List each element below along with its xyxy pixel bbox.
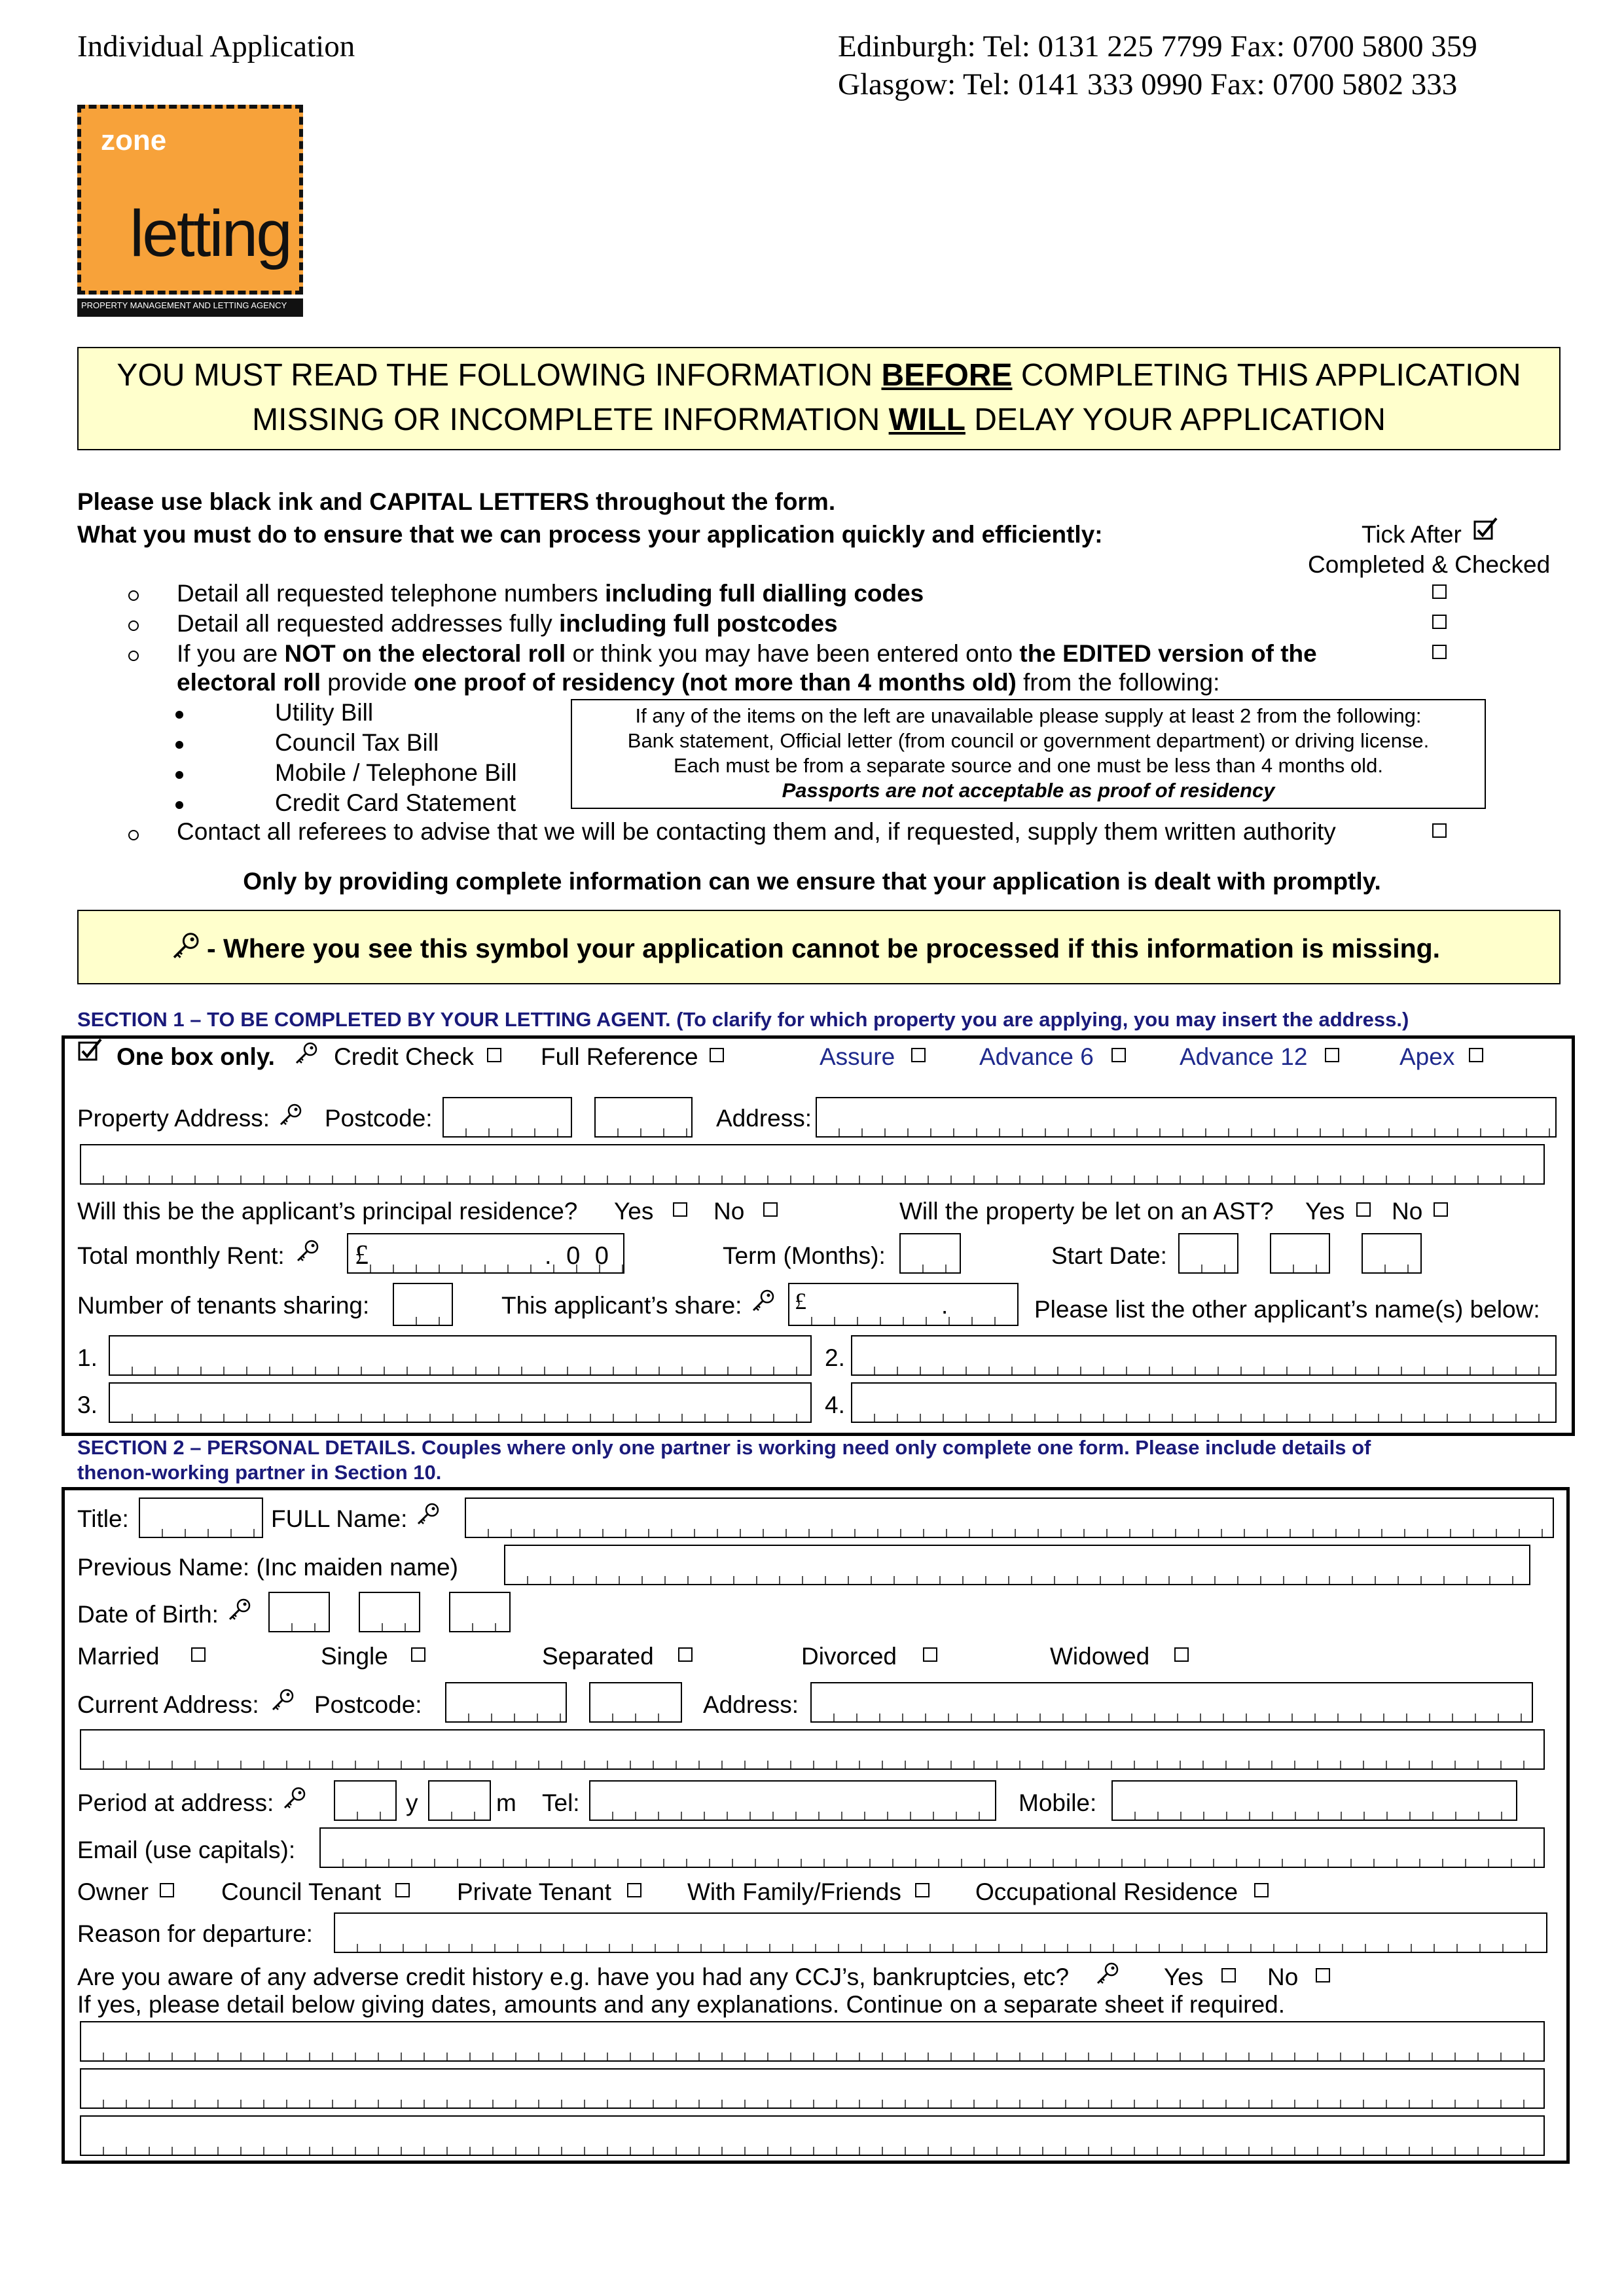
telephone-field[interactable]: [589, 1780, 996, 1821]
tenure-owner-label: Owner: [77, 1878, 149, 1905]
tick-box-icon: [77, 1037, 103, 1063]
credit-detail-line3-field[interactable]: [80, 2115, 1545, 2156]
credit-detail-line2-field[interactable]: [80, 2068, 1545, 2109]
status-married-checkbox[interactable]: [191, 1647, 206, 1662]
credit-yes-checkbox[interactable]: [1221, 1968, 1236, 1982]
glasgow-contact: Glasgow: Tel: 0141 333 0990 Fax: 0700 5802 333: [838, 67, 1458, 101]
ast-yes-label: Yes: [1305, 1198, 1345, 1225]
credit-detail-instruction: If yes, please detail below giving dates, amounts and any explanations. Continue on a separate sheet if required.: [77, 1991, 1286, 2018]
monthly-rent-label: Total monthly Rent:: [77, 1242, 285, 1269]
applicant-number-1: 1.: [77, 1344, 98, 1371]
property-address-line2-field[interactable]: [80, 1144, 1545, 1185]
term-months-label: Term (Months):: [723, 1242, 886, 1269]
option-full-reference-checkbox[interactable]: [710, 1048, 724, 1062]
option-apex-label: Apex: [1399, 1043, 1455, 1070]
ast-question: Will the property be let on an AST?: [899, 1198, 1274, 1225]
current-postcode-label: Postcode:: [314, 1691, 422, 1718]
key-icon: [278, 1102, 304, 1128]
tenure-council-checkbox[interactable]: [395, 1883, 410, 1897]
instruction-item-electoral: If you are NOT on the electoral roll or think you may have been entered onto the EDITED version of the: [177, 640, 1317, 667]
tick-after-label: Tick After: [1362, 521, 1462, 548]
logo-tagline: PROPERTY MANAGEMENT AND LETTING AGENCY: [81, 300, 287, 310]
property-address-label: Property Address:: [77, 1105, 270, 1132]
property-postcode-part2-field[interactable]: [594, 1097, 693, 1138]
checkbox-electoral[interactable]: [1432, 645, 1447, 659]
current-address-line1-field[interactable]: [810, 1682, 1533, 1723]
credit-no-checkbox[interactable]: [1316, 1968, 1330, 1982]
tenure-private-label: Private Tenant: [457, 1878, 611, 1905]
section2-frame: [62, 1487, 1570, 2164]
option-advance6-checkbox[interactable]: [1111, 1048, 1126, 1062]
property-address-field-label: Address:: [716, 1105, 812, 1132]
logo-tagline-bar: [77, 298, 303, 317]
option-advance12-label: Advance 12: [1180, 1043, 1308, 1070]
note-line-1: If any of the items on the left are unavailable please supply at least 2 from the following:: [635, 704, 1422, 727]
title-label: Title:: [77, 1505, 129, 1532]
one-box-only-label: One box only.: [117, 1043, 275, 1070]
property-postcode-label: Postcode:: [325, 1105, 433, 1132]
bullet-icon: [175, 711, 183, 719]
proof-utility-bill: Utility Bill: [275, 699, 374, 726]
period-months-field[interactable]: [428, 1780, 491, 1821]
tenants-sharing-label: Number of tenants sharing:: [77, 1292, 370, 1319]
email-label: Email (use capitals):: [77, 1837, 296, 1863]
status-divorced-label: Divorced: [801, 1643, 897, 1670]
warning-box: [77, 347, 1561, 450]
other-applicant-1-field[interactable]: [109, 1335, 812, 1376]
section1-frame: [62, 1035, 1575, 1436]
section2-heading-line2: thenon-working partner in Section 10.: [77, 1461, 442, 1484]
rent-decimal-zeros: . 0 0: [545, 1242, 613, 1270]
option-advance12-checkbox[interactable]: [1325, 1048, 1339, 1062]
other-applicant-2-field[interactable]: [851, 1335, 1557, 1376]
list-marker-icon: [128, 590, 139, 601]
telephone-label: Tel:: [542, 1789, 580, 1816]
key-icon: [281, 1785, 308, 1812]
mobile-field[interactable]: [1111, 1780, 1517, 1821]
status-divorced-checkbox[interactable]: [923, 1647, 937, 1662]
option-assure-label: Assure: [820, 1043, 895, 1070]
period-at-address-label: Period at address:: [77, 1789, 274, 1816]
option-apex-checkbox[interactable]: [1469, 1048, 1483, 1062]
bullet-icon: [175, 741, 183, 749]
previous-name-label: Previous Name: (Inc maiden name): [77, 1554, 458, 1581]
checkbox-address[interactable]: [1432, 615, 1447, 629]
warning-line-1: YOU MUST READ THE FOLLOWING INFORMATION BEFORE COMPLETING THIS APPLICATION: [117, 358, 1521, 393]
zone-letting-logo: [77, 105, 303, 321]
status-widowed-label: Widowed: [1050, 1643, 1150, 1670]
current-address-label: Current Address:: [77, 1691, 259, 1718]
tenure-family-label: With Family/Friends: [687, 1878, 901, 1905]
date-of-birth-label: Date of Birth:: [77, 1601, 219, 1628]
pound-sign: £: [795, 1288, 806, 1314]
status-separated-label: Separated: [542, 1643, 654, 1670]
dob-day-field[interactable]: [268, 1592, 330, 1632]
status-single-checkbox[interactable]: [411, 1647, 425, 1662]
applicant-share-field[interactable]: [788, 1283, 1019, 1326]
email-field[interactable]: [319, 1827, 1545, 1868]
only-by-notice: Only by providing complete information can we ensure that your application is dealt with promptly.: [243, 868, 1381, 895]
term-months-field[interactable]: [899, 1233, 961, 1274]
principal-yes-checkbox[interactable]: [673, 1202, 687, 1217]
document-title: Individual Application: [77, 29, 355, 63]
full-name-field[interactable]: [465, 1498, 1554, 1538]
property-address-line1-field[interactable]: [816, 1097, 1557, 1138]
list-other-applicants-label: Please list the other applicant’s name(s) below:: [1034, 1296, 1540, 1323]
tenure-private-checkbox[interactable]: [627, 1883, 641, 1897]
key-icon: [415, 1501, 441, 1528]
bullet-icon: [175, 771, 183, 779]
key-icon: [170, 931, 202, 962]
list-marker-icon: [128, 651, 139, 661]
reason-departure-field[interactable]: [334, 1912, 1547, 1953]
start-date-day-field[interactable]: [1178, 1233, 1238, 1274]
principal-residence-question: Will this be the applicant’s principal residence?: [77, 1198, 578, 1225]
instruction-process: What you must do to ensure that we can process your application quickly and efficiently:: [77, 521, 1103, 548]
edinburgh-contact: Edinburgh: Tel: 0131 225 7799 Fax: 0700 5800 359: [838, 29, 1477, 63]
note-line-2: Bank statement, Official letter (from council or government department) or driving license.: [627, 729, 1430, 752]
proof-council-tax-bill: Council Tax Bill: [275, 729, 439, 756]
tenure-occupational-checkbox[interactable]: [1254, 1883, 1269, 1897]
months-unit: m: [496, 1789, 516, 1816]
ast-yes-checkbox[interactable]: [1356, 1202, 1371, 1217]
tenure-family-checkbox[interactable]: [915, 1883, 929, 1897]
credit-detail-line1-field[interactable]: [80, 2021, 1545, 2062]
warning-line-2: MISSING OR INCOMPLETE INFORMATION WILL DELAY YOUR APPLICATION: [252, 403, 1386, 437]
start-date-label: Start Date:: [1051, 1242, 1167, 1269]
status-married-label: Married: [77, 1643, 160, 1670]
reason-departure-label: Reason for departure:: [77, 1920, 313, 1947]
other-applicant-3-field[interactable]: [109, 1382, 812, 1423]
current-postcode-part1-field[interactable]: [445, 1682, 567, 1723]
applicant-number-4: 4.: [825, 1391, 845, 1418]
principal-no-label: No: [713, 1198, 745, 1225]
key-symbol-notice: [77, 910, 1561, 984]
key-symbol-text: - Where you see this symbol your application cannot be processed if this information is missing.: [207, 933, 1441, 963]
monthly-rent-field[interactable]: [347, 1233, 624, 1274]
full-name-label: FULL Name:: [271, 1505, 408, 1532]
option-credit-check-checkbox[interactable]: [487, 1048, 501, 1062]
key-icon: [226, 1597, 253, 1623]
section2-heading-line1: SECTION 2 – PERSONAL DETAILS. Couples where only one partner is working need only complete one form. Please include details of: [77, 1436, 1371, 1459]
key-icon: [1094, 1961, 1121, 1987]
period-years-field[interactable]: [334, 1780, 397, 1821]
current-address-line2-field[interactable]: [80, 1729, 1545, 1770]
tenants-sharing-field[interactable]: [393, 1283, 453, 1326]
status-widowed-checkbox[interactable]: [1174, 1647, 1189, 1662]
note-line-3: Each must be from a separate source and one must be less than 4 months old.: [674, 754, 1383, 777]
alternative-proof-note: [571, 699, 1486, 809]
checkbox-phone[interactable]: [1432, 584, 1447, 599]
applicant-number-3: 3.: [77, 1391, 98, 1418]
note-line-4: Passports are not acceptable as proof of residency: [782, 779, 1275, 802]
current-address-field-label: Address:: [703, 1691, 799, 1718]
list-marker-icon: [128, 620, 139, 631]
instruction-item-electoral-cont: electoral roll provide one proof of residency (not more than 4 months old) from the following:: [177, 669, 1220, 696]
applicant-number-2: 2.: [825, 1344, 845, 1371]
property-postcode-part1-field[interactable]: [442, 1097, 572, 1138]
logo-word-letting: letting: [130, 197, 291, 270]
title-field[interactable]: [139, 1498, 263, 1538]
share-decimal-point: .: [941, 1292, 948, 1319]
principal-no-checkbox[interactable]: [763, 1202, 778, 1217]
dob-month-field[interactable]: [359, 1592, 420, 1632]
proof-telephone-bill: Mobile / Telephone Bill: [275, 759, 517, 786]
bullet-icon: [175, 801, 183, 809]
key-icon: [295, 1238, 321, 1265]
mobile-label: Mobile:: [1019, 1789, 1097, 1816]
dob-year-field[interactable]: [449, 1592, 511, 1632]
option-full-reference-label: Full Reference: [541, 1043, 698, 1070]
instruction-item-phone: Detail all requested telephone numbers including full dialling codes: [177, 580, 924, 607]
start-date-year-field[interactable]: [1362, 1233, 1422, 1274]
instruction-ink: Please use black ink and CAPITAL LETTERS throughout the form.: [77, 488, 836, 515]
years-unit: y: [406, 1789, 418, 1816]
option-credit-check-label: Credit Check: [334, 1043, 474, 1070]
credit-history-question: Are you aware of any adverse credit history e.g. have you had any CCJ’s, bankruptcies, etc?: [77, 1964, 1070, 1990]
credit-yes-label: Yes: [1164, 1964, 1204, 1990]
key-icon: [750, 1288, 776, 1314]
ast-no-label: No: [1392, 1198, 1423, 1225]
status-single-label: Single: [321, 1643, 388, 1670]
tenure-owner-checkbox[interactable]: [160, 1883, 174, 1897]
instruction-item-referees: Contact all referees to advise that we will be contacting them and, if requested, supply them written authority: [177, 818, 1336, 845]
start-date-month-field[interactable]: [1270, 1233, 1330, 1274]
key-icon: [293, 1041, 319, 1067]
tenure-occupational-label: Occupational Residence: [975, 1878, 1238, 1905]
principal-yes-label: Yes: [614, 1198, 654, 1225]
proof-credit-card: Credit Card Statement: [275, 789, 516, 816]
status-separated-checkbox[interactable]: [678, 1647, 693, 1662]
key-icon: [270, 1687, 296, 1713]
checkbox-referees[interactable]: [1432, 823, 1447, 838]
previous-name-field[interactable]: [504, 1545, 1530, 1585]
pound-sign: £: [355, 1240, 369, 1270]
other-applicant-4-field[interactable]: [851, 1382, 1557, 1423]
section1-heading: SECTION 1 – TO BE COMPLETED BY YOUR LETTING AGENT. (To clarify for which property you are applying, you may insert the address.): [77, 1008, 1409, 1031]
completed-checked-label: Completed & Checked: [1308, 551, 1551, 578]
option-advance6-label: Advance 6: [979, 1043, 1094, 1070]
current-postcode-part2-field[interactable]: [589, 1682, 682, 1723]
logo-word-zone: zone: [101, 124, 167, 156]
list-marker-icon: [128, 830, 139, 840]
instruction-item-address: Detail all requested addresses fully including full postcodes: [177, 610, 838, 637]
credit-no-label: No: [1267, 1964, 1299, 1990]
applicant-share-label: This applicant’s share:: [501, 1292, 742, 1319]
ast-no-checkbox[interactable]: [1434, 1202, 1448, 1217]
tick-box-icon: [1473, 516, 1499, 542]
option-assure-checkbox[interactable]: [911, 1048, 926, 1062]
tenure-council-label: Council Tenant: [221, 1878, 382, 1905]
